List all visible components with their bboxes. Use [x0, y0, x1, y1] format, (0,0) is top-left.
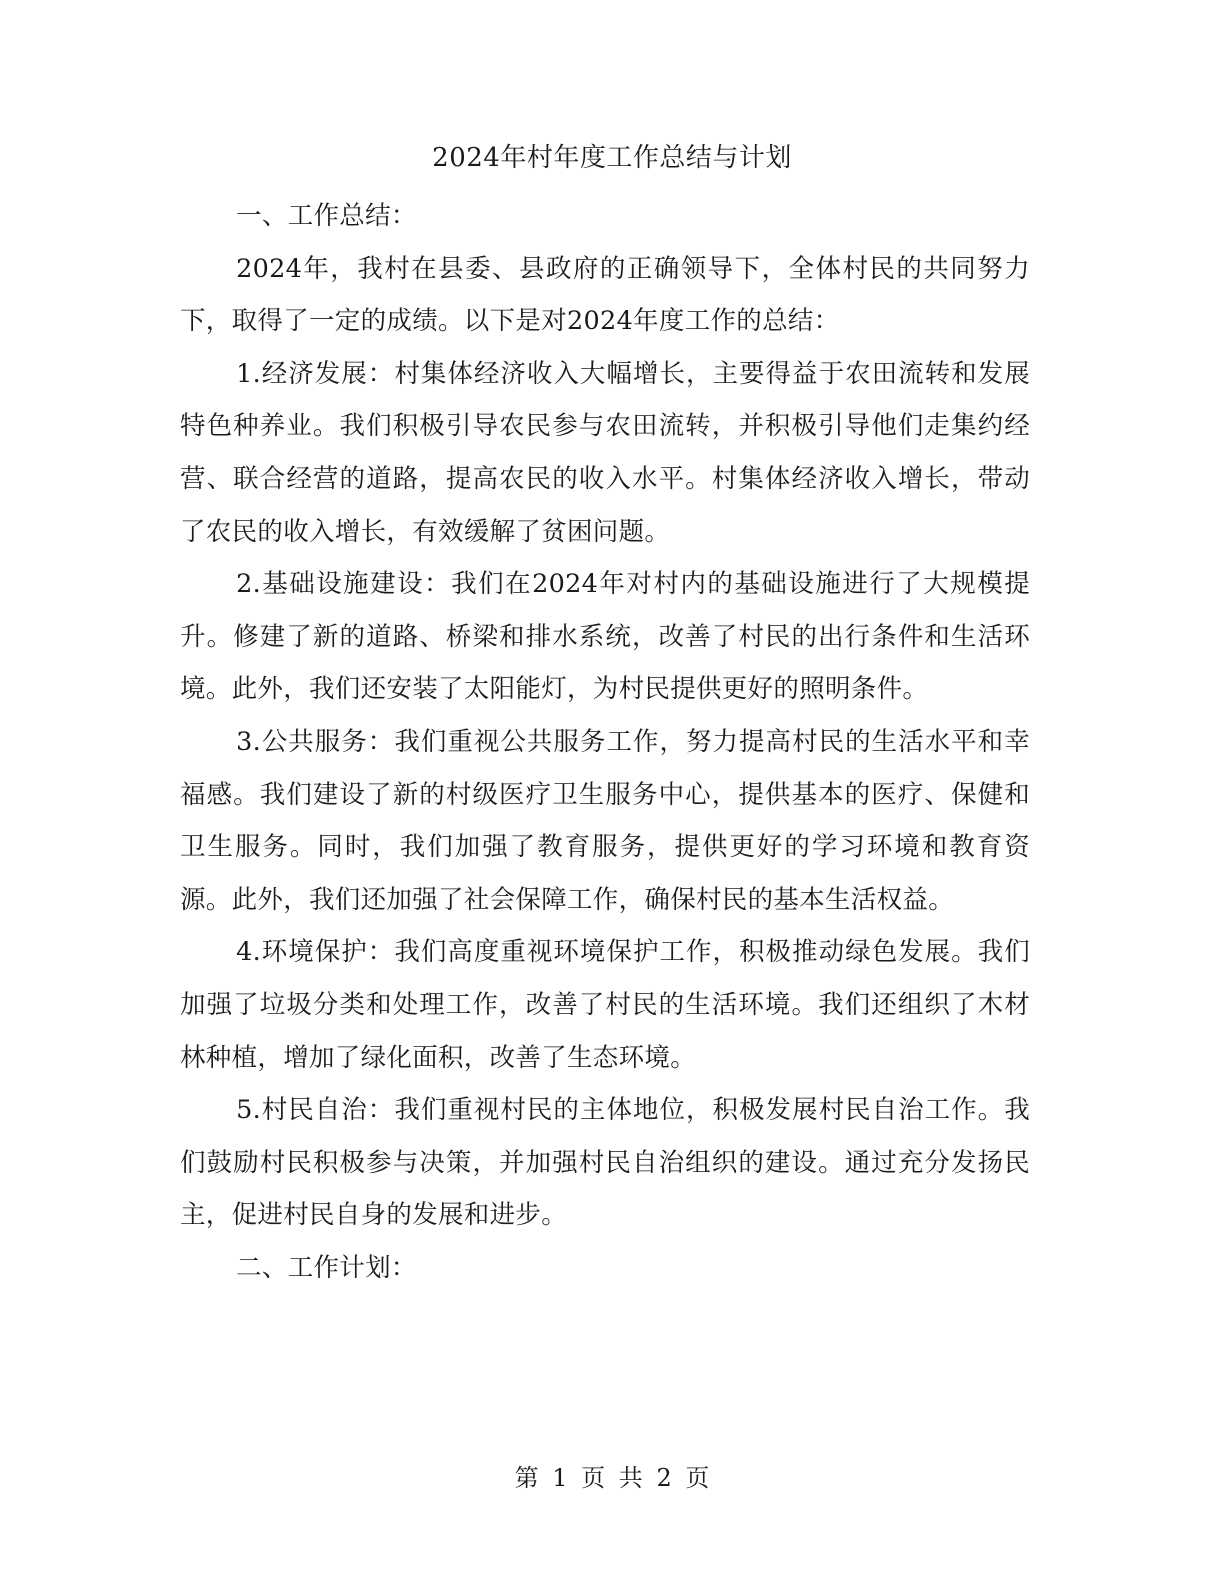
paragraph-infrastructure: 2.基础设施建设：我们在2024年对村内的基础设施进行了大规模提升。修建了新的道路、桥梁和排水系统，改善了村民的出行条件和生活环境。此外，我们还安装了太阳能灯，为村民提供更好的照明条件。: [180, 569, 1030, 705]
page-number-footer: 第 1 页 共 2 页: [514, 1464, 710, 1492]
paragraph-self-governance: 5.村民自治：我们重视村民的主体地位，积极发展村民自治工作。我们鼓励村民积极参与决策，并加强村民自治组织的建设。通过充分发扬民主，促进村民自身的发展和进步。: [180, 1095, 1030, 1231]
paragraph-public-service: 3.公共服务：我们重视公共服务工作，努力提高村民的生活水平和幸福感。我们建设了新的村级医疗卫生服务中心，提供基本的医疗、保健和卫生服务。同时，我们加强了教育服务，提供更好的学习环境和教育资源。此外，我们还加强了社会保障工作，确保村民的基本生活权益。: [180, 726, 1030, 915]
paragraph-economy: 1.经济发展：村集体经济收入大幅增长，主要得益于农田流转和发展特色种养业。我们积极引导农民参与农田流转，并积极引导他们走集约经营、联合经营的道路，提高农民的收入水平。村集体经济收入增长，带动了农民的收入增长，有效缓解了贫困问题。: [180, 358, 1030, 547]
intro-paragraph: 2024年，我村在县委、县政府的正确领导下，全体村民的共同努力下，取得了一定的成绩。以下是对2024年度工作的总结：: [180, 253, 1030, 337]
section-heading-plan: 二、工作计划：: [236, 1252, 417, 1283]
section-heading-summary: 一、工作总结：: [236, 201, 417, 231]
document-title: 2024年村年度工作总结与计划: [432, 143, 792, 173]
paragraph-environment: 4.环境保护：我们高度重视环境保护工作，积极推动绿色发展。我们加强了垃圾分类和处理工作，改善了村民的生活环境。我们还组织了木材林种植，增加了绿化面积，改善了生态环境。: [180, 937, 1030, 1073]
document-body: [180, 190, 1030, 1294]
